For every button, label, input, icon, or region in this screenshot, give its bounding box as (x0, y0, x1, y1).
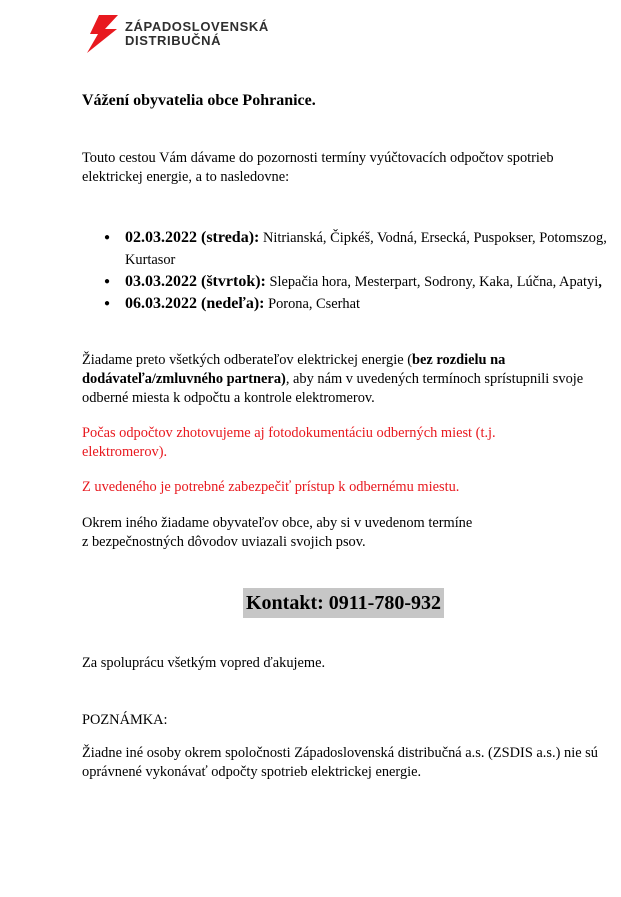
request-text-bold: bez rozdielu na dodávateľa/zmluvného partnera) (82, 352, 506, 387)
note-heading: POZNÁMKA: (82, 712, 168, 728)
lightning-bolt-icon (84, 14, 122, 54)
list-item (82, 271, 612, 293)
reading-places: Nitrianská, Čipkéš, Vodná, Ersecká, Puspokser, Potomszog, Kurtasor (125, 230, 607, 268)
request-text-start: Žiadame preto všetkých odberateľov elektrickej energie ( (82, 352, 413, 368)
company-logo (84, 14, 284, 56)
note-text: Žiadne iné osoby okrem spoločnosti Západoslovenská distribučná a.s. (ZSDIS a.s.) nie sú oprávnené vykonávať odpočty spotrieb elektrickej energie. (82, 745, 598, 780)
reading-date: 06.03.2022 (nedeľa): (125, 295, 265, 312)
reading-date: 02.03.2022 (streda): (125, 229, 260, 246)
list-item (82, 227, 612, 271)
photo-documentation-notice: Počas odpočtov zhotovujeme aj fotodokumentáciu odberných miest (t.j. elektromerov). (82, 425, 496, 460)
reading-places: Slepačia hora, Mesterpart, Sodrony, Kaka, Lúčna, Apatyi (265, 274, 599, 290)
logo-text (125, 20, 269, 48)
dogs-notice (82, 514, 582, 552)
reading-places: Porona, Cserhat (264, 296, 361, 312)
request-text-end: , aby nám v uvedených termínoch sprístupnili svoje odberné miesta k odpočtu a kontrole elektromerov. (82, 371, 584, 406)
logo-line-2: DISTRIBUČNÁ (125, 33, 222, 48)
logo-line-1: ZÁPADOSLOVENSKÁ (125, 19, 269, 34)
thanks-line: Za spoluprácu všetkým vopred ďakujeme. (82, 655, 326, 671)
intro-paragraph: Touto cestou Vám dávame do pozornosti termíny vyúčtovacích odpočtov spotrieb elektrickej energie, a to nasledovne: (82, 150, 554, 185)
dogs-notice-line-2: z bezpečnostných dôvodov uviazali svojich psov. (82, 534, 366, 550)
page-title: Vážení obyvatelia obce Pohranice. (82, 92, 316, 109)
access-notice: Z uvedeného je potrebné zabezpečiť prístup k odbernému miestu. (82, 479, 460, 495)
access-request-paragraph (82, 351, 602, 408)
reading-places-suffix: , (598, 274, 602, 290)
reading-dates-list (82, 227, 612, 315)
contact-phone: Kontakt: 0911-780-932 (243, 588, 444, 618)
reading-date: 03.03.2022 (štvrtok): (125, 273, 266, 290)
list-item (82, 293, 612, 315)
dogs-notice-line-1: Okrem iného žiadame obyvateľov obce, aby si v uvedenom termíne (82, 515, 473, 531)
